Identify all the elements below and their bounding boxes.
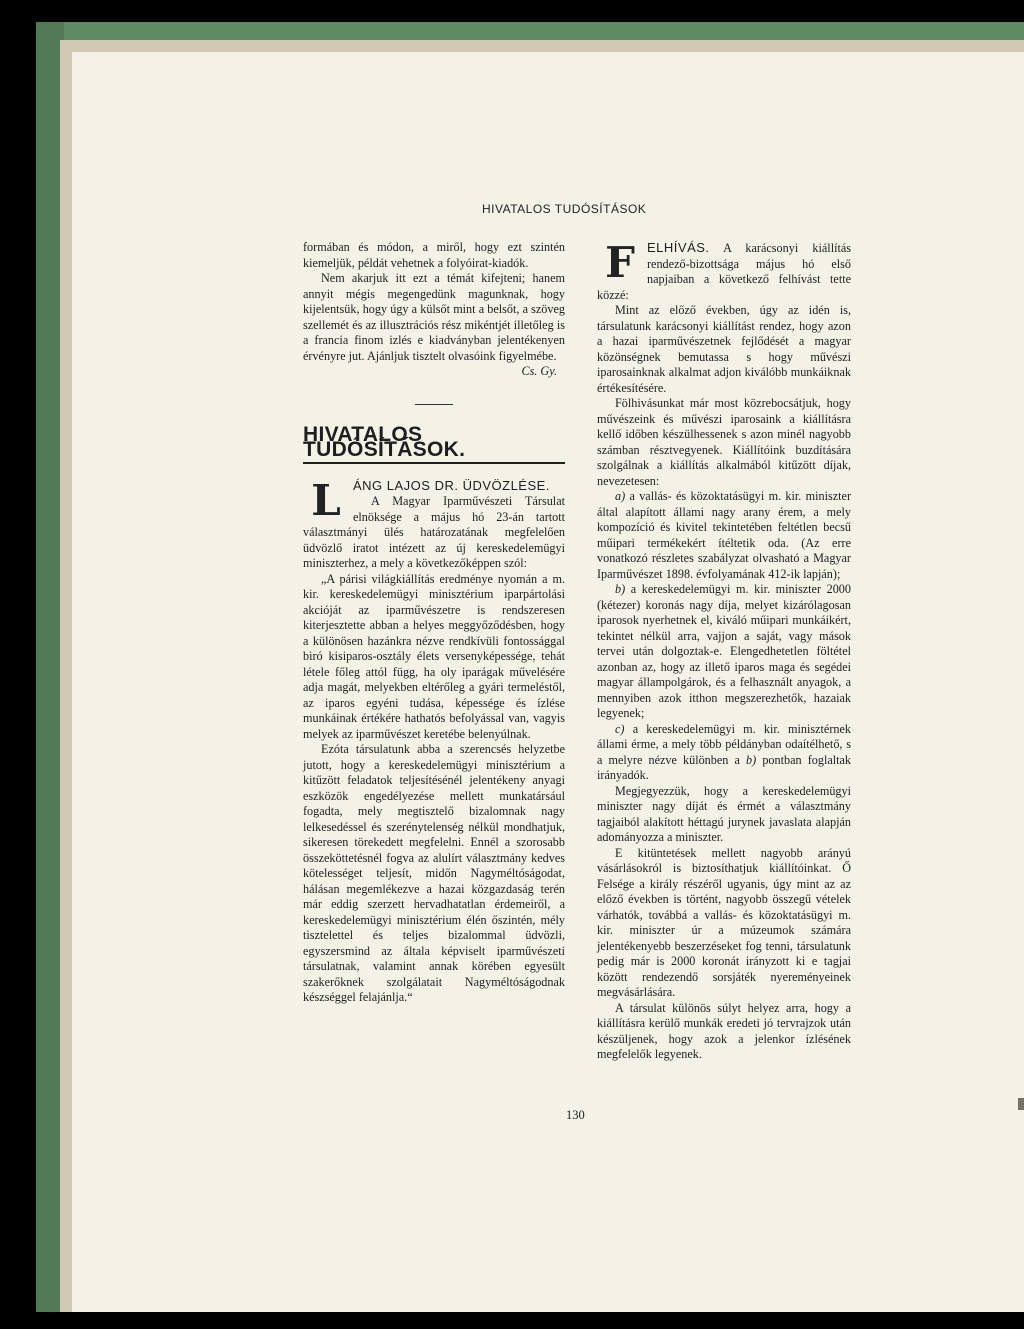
section-title: HIVATALOS TUDÓSÍTÁSOK. xyxy=(303,422,466,461)
article-paragraph-4: Megjegyezzük, hogy a kereskedelemügyi miniszter nagy díját és érmét a választmány tagjaiból alakított héttagú jurynek javaslata alapján adományozza a miniszter. xyxy=(597,783,851,844)
page-number: 130 xyxy=(566,1108,585,1122)
article-paragraph-6: A társulat különös súlyt helyez arra, hogy a kiállításra kerülő munkák eredeti jó tervrajzok után készüljenek, hogy azok a jelenkor ízlésének megfelelők legyenek. xyxy=(597,1000,851,1061)
running-head: HIVATALOS TUDÓSÍTÁSOK xyxy=(482,202,647,216)
intro-paragraph-1: formában és módon, a miről, hogy ezt szintén kiemeljük, példát vehetnek a folyóirat-kiadók. xyxy=(303,240,565,270)
article-paragraph-3: Fölhivásunkat már most közrebocsátjuk, hogy művészeink és művészi iparosaink a kiállításra kellő időben készülhessenek s azon minél nagyobb számban résztvegyenek. Kiállítóink buzdítására szolgálnak a kiállítás alkalmából kitűzött díjak, nevezetesen: xyxy=(597,396,851,488)
left-column xyxy=(303,240,565,1006)
signature: Cs. Gy. xyxy=(521,364,557,378)
article-paragraph-1: A karácsonyi kiállítás rendező-bizottsága május hó első napjaiban a következő felhívást tette közzé: xyxy=(597,241,851,302)
prize-item-b-label: b) xyxy=(615,582,626,596)
article-paragraph-3: Ezóta társulatunk abba a szerencsés helyzetbe jutott, hogy a kereskedelemügyi minisztérium a kitűzött feladatok teljesítésénél jelentékeny anyagi eszközök engedélyezése mellett munkatársául fogadta, mely megtisztelő bizalomnak nagy lelkesedéssel és szerénytelenség nélkül mondhatjuk, sikeresen törekedett megfelelni. Ennél a szorosabb összeköttetésnél fogva az alulírt választmány kedves kötelességet teljesít, midőn Nagyméltóságodat, hálásan megemlékezve a hazai közgazdaság terén már eddig szerzett hervadhatatlan érdemeiről, a kereskedelemügyi minisztérium élén őszintén, mély tisztelettel és teljes bizalommal üdvözli, egyszersmind az általa képviselt iparművészeti társulatnak, valamint annak körében egyesült szakerőknek szolgálatait Nagyméltóságodnak készséggel felajánlja.“ xyxy=(303,742,565,1004)
page-tab-mark xyxy=(1018,1098,1024,1110)
article-paragraph-2: „A párisi világkiállítás eredménye nyomán a m. kir. kereskedelemügyi minisztérium iparpártolási akcióját az iparművészetre is rendszeresen kiterjesztette abban a helyes meggyőződésben, hogy a különösen hazánkra nézve rendkívüli fontossággal biró kisiparos-osztály élets versenyképessége, tehát létele főleg attól függ, ha oly iparágak művelésére adja magát, melyekben eltérőleg a gyári termeléstől, az iparos egyéni tudása, képessége és ízlése munkáinak értékére hathatós befolyással van, vagyis melyek az iparművészet keretébe belenyúlnak. xyxy=(303,571,565,741)
article-paragraph-5: E kitüntetések mellett nagyobb arányú vásárlásokról is biztosíthatjuk kiállítóinkat. Ő Felsége a király részéről ugyanis, úgy mint az az előző években is történt, nagyobb összegű vételek várhatók, továbbá a vallás- és közoktatásügyi m. kir. miniszter úr a múzeumok számára jelentékenyebb beszerzéseket fog tenni, társulatunk pedig már is 2000 koronát irányzott ki e tagjai között rendezendő sorsjáték nyereményeinek megvásárlására. xyxy=(597,845,851,999)
article-paragraph-1: A Magyar Iparművészeti Társulat elnöksége a május hó 23-án tartott választmányi ülés határozatának megfelelően üdvözlő iratot intézett az új kereskedelemügyi miniszterhez, a mely a következőképpen szól: xyxy=(303,494,565,570)
article-heading: ÁNG LAJOS DR. ÜDVÖZLÉSE. xyxy=(353,477,550,493)
intro-paragraph-2: Nem akarjuk itt ezt a témát kifejteni; hanem annyit mégis megengedünk magunknak, hogy kijelentsük, hogy úgy a külsőt mint a belsőt, a szöveg szellemét és az illusztrációs rész mikéntjét illetőleg is a francia finom izlés e kiadványban jelentékenyen érvényre jut. Ajánljuk tisztelt olvasóink figyelmébe. xyxy=(303,271,565,363)
decorative-initial-f: F xyxy=(605,238,635,287)
article-paragraph-2: Mint az előző években, úgy az idén is, társulatunk karácsonyi kiállítást rendez, hogy azon a hazai iparművészetnek fejlődését a magyar közönségnek bemutassa s hogy művészi iparosainknak alkalmat adjon kiválóbb munkáiknak értékesítésére. xyxy=(597,303,851,395)
prize-item-c: c) a kereskedelemügyi m. kir. minisztérnek állami érme, a mely több példányban odaítélhető, s a melyre nézve különben a b) pontban foglaltak irányadók. xyxy=(597,721,852,782)
article-lang-lajos xyxy=(303,475,565,1006)
article-felhivas xyxy=(597,240,851,1063)
decorative-initial-l: L xyxy=(311,475,341,525)
prize-item-b: b) a kereskedelemügyi m. kir. miniszter 2000 (kétezer) koronás nagy díja, melyet kizárólagosan iparosok nyerhetnek el, kiváló műipari munkáikért, tekintet nélkül arra, vajjon a saját, vagy mások tervei után dolgoztak-e. Elengedhetetlen föltétel azonban az, hogy az illető iparos maga és segédei magyar állampolgárok, és a felhasznált anyagok, a mennyiben azok itthon megszerezhetők, hazaiak legyenek; xyxy=(597,582,851,720)
prize-item-a-label: a) xyxy=(615,489,626,503)
section-title-underline xyxy=(303,462,565,464)
separator-rule xyxy=(415,404,453,405)
right-column xyxy=(597,240,851,1063)
prize-item-a: a) a vallás- és közoktatásügyi m. kir. miniszter által alapított állami nagy arany érem, a mely kompozíció és kivitel tekintetében feltétlen becsű műipari termékekért ítéltetik oda. (Az erre vonatkozó részletes szabályzat olvasható a Magyar Iparművészet 1898. évfolyamának 412-ik lapján); xyxy=(597,489,852,581)
article-heading: ELHÍVÁS. xyxy=(647,240,710,255)
prize-item-c-label: c) xyxy=(615,721,625,736)
